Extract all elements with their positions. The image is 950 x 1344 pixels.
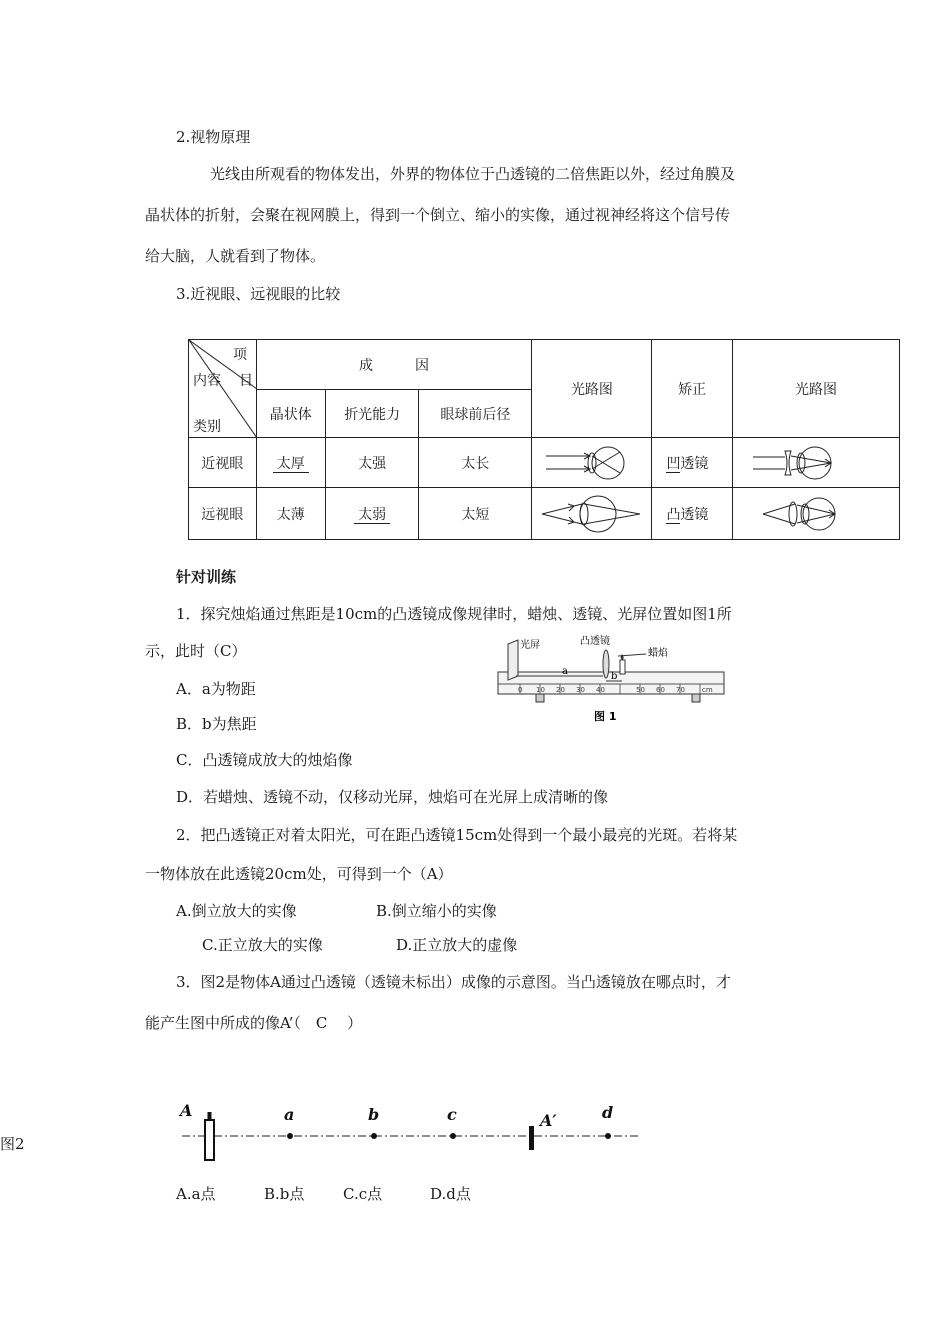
paragraph-line-3: 给大脑，人就看到了物体。	[145, 247, 326, 265]
tick-40: 40	[596, 686, 605, 694]
tick-20: 20	[556, 686, 565, 694]
label-A-prime: A′	[540, 1111, 557, 1130]
section-2-heading: 2.视物原理	[176, 128, 251, 146]
cause-header: 成 因	[256, 340, 532, 390]
q1-option-a: A．a为物距	[176, 680, 256, 698]
myopia-corrected-eye-diagram	[733, 439, 899, 487]
paragraph-line-2: 晶状体的折射，会聚在视网膜上，得到一个倒立、缩小的实像，通过视神经将这个信号传	[145, 206, 731, 224]
row-fix-rest: 透镜	[680, 455, 709, 472]
point-a	[287, 1133, 293, 1139]
row-lens: 太薄	[256, 488, 326, 540]
tick-50: 50	[636, 686, 645, 694]
q3-option-b: B.b点	[264, 1185, 305, 1203]
table-row-hyperopia	[189, 488, 900, 540]
q2-line-2: 一物体放在此透镜20cm处，可得到一个（A）	[145, 865, 453, 883]
q2-option-c: C.正立放大的实像	[202, 936, 323, 954]
myopia-eye-diagram	[532, 439, 651, 487]
power-header: 折光能力	[326, 390, 419, 438]
practice-title: 针对训练	[176, 568, 237, 586]
row-axis: 太长	[419, 438, 532, 488]
figure-1	[496, 632, 728, 732]
corner-content-label: 内容	[193, 373, 221, 389]
figure-2-label: 图2	[0, 1135, 25, 1153]
label-d: d	[602, 1103, 614, 1122]
q3-option-a: A.a点	[176, 1185, 216, 1203]
q3-line-2: 能产生图中所成的像A’（ C ）	[145, 1014, 363, 1032]
label-convex-lens: 凸透镜	[580, 636, 610, 647]
light-path-header: 光路图	[532, 340, 652, 438]
q2-option-d: D.正立放大的虚像	[396, 936, 518, 954]
tick-30: 30	[576, 686, 585, 694]
image-formation-diagram	[170, 1090, 650, 1170]
image-a-prime-shape	[529, 1126, 534, 1150]
candle-shape	[620, 660, 625, 674]
label-A: A	[180, 1101, 193, 1120]
row-fix-prefix: 凸	[666, 506, 681, 523]
hyperopia-eye-diagram	[532, 490, 651, 538]
comparison-table	[188, 339, 900, 540]
hyperopia-correction-diagram	[732, 488, 899, 540]
q1-line-2: 示，此时（C）	[145, 642, 247, 660]
tick-0: 0	[518, 686, 523, 694]
tick-unit: cm	[702, 686, 713, 694]
corner-category-label: 类别	[193, 419, 221, 435]
q3-line-1: 3．图2是物体A通过凸透镜（透镜未标出）成像的示意图。当凸透镜放在哪点时，才	[176, 973, 731, 991]
hyperopia-corrected-eye-diagram	[733, 490, 899, 538]
section-3-heading: 3.近视眼、远视眼的比较	[176, 285, 341, 303]
light-path-header-2: 光路图	[732, 340, 899, 438]
label-c: c	[447, 1105, 457, 1124]
screen-shape	[508, 640, 518, 680]
object-a-shape	[205, 1120, 214, 1160]
lens-shape	[603, 650, 609, 678]
q3-option-c: C.c点	[343, 1185, 383, 1203]
hyperopia-light-path-diagram	[532, 488, 652, 540]
row-fix-prefix: 凹	[666, 455, 681, 472]
tick-60: 60	[656, 686, 665, 694]
tick-70: 70	[676, 686, 685, 694]
figure-1-caption: 图 1	[594, 710, 617, 723]
label-a: a	[284, 1105, 295, 1124]
label-candle: 蜡焰	[648, 648, 668, 659]
row-axis: 太短	[419, 488, 532, 540]
row-type: 远视眼	[189, 488, 257, 540]
lens-header: 晶状体	[256, 390, 326, 438]
row-fix-rest: 透镜	[680, 506, 709, 523]
figure-2	[170, 1090, 650, 1170]
label-a: a	[562, 666, 568, 677]
axis-header: 眼球前后径	[419, 390, 532, 438]
q1-option-b: B．b为焦距	[176, 715, 257, 733]
q1-line-1: 1．探究烛焰通过焦距是10cm的凸透镜成像规律时，蜡烛、透镜、光屏位置如图1所	[176, 605, 732, 623]
myopia-correction-diagram	[732, 438, 899, 488]
myopia-light-path-diagram	[532, 438, 652, 488]
point-c	[450, 1133, 456, 1139]
tick-10: 10	[536, 686, 545, 694]
q2-option-a: A.倒立放大的实像	[176, 902, 297, 920]
q2-option-b: B.倒立缩小的实像	[376, 902, 497, 920]
point-b	[371, 1133, 377, 1139]
optical-bench-diagram	[496, 632, 728, 732]
corner-cell	[189, 340, 257, 438]
label-screen: 光屏	[520, 640, 540, 651]
row-power: 太强	[326, 438, 419, 488]
corner-item-label: 项	[233, 347, 247, 363]
row-type: 近视眼	[189, 438, 257, 488]
corner-mu-label: 目	[239, 373, 253, 389]
q1-option-d: D．若蜡烛、透镜不动，仅移动光屏，烛焰可在光屏上成清晰的像	[176, 788, 609, 806]
q2-line-1: 2．把凸透镜正对着太阳光，可在距凸透镜15cm处得到一个最小最亮的光斑。若将某	[176, 826, 738, 844]
label-b: b	[368, 1105, 380, 1124]
paragraph-line-1: 光线由所观看的物体发出，外界的物体位于凸透镜的二倍焦距以外，经过角膜及	[210, 165, 736, 183]
label-b: b	[611, 671, 618, 682]
row-power: 太弱	[354, 507, 390, 524]
q3-option-d: D.d点	[430, 1185, 471, 1203]
table-row-myopia	[189, 438, 900, 488]
q1-option-c: C．凸透镜成放大的烛焰像	[176, 751, 353, 769]
point-d	[605, 1133, 611, 1139]
row-lens: 太厚	[273, 456, 309, 473]
correction-header: 矫正	[652, 340, 733, 438]
